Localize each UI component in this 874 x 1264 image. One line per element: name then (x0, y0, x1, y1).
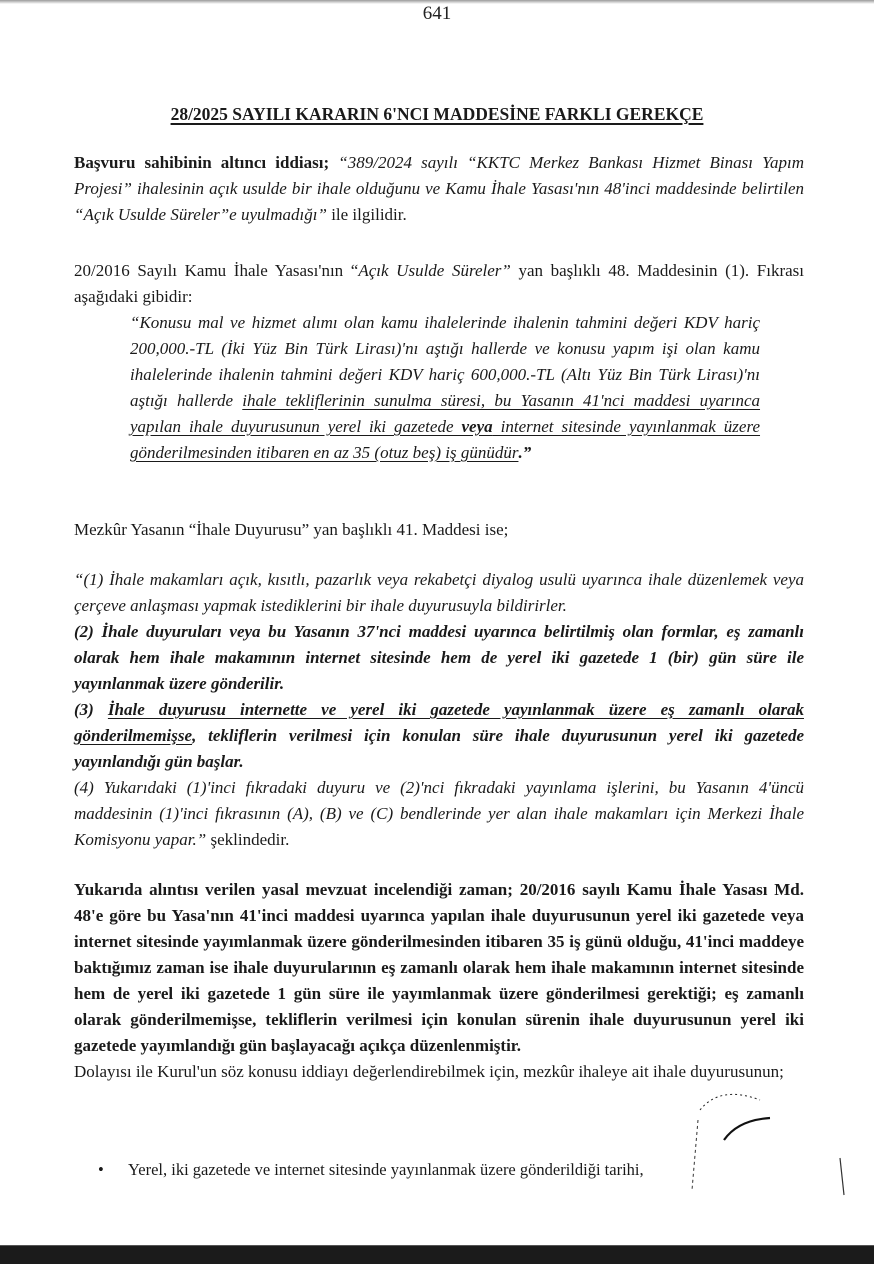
article48-quote-plain: “Konusu mal ve hizmet alımı olan kamu ihalelerinde ihalenin tahmini değeri KDV hariç 200,000.-TL (İki Yüz Bin Türk Lirası)'nı aştığı hallerde ve konusu yapım işi olan kamu ihalelerinde ihalenin tahmini değeri KDV hariç 600,000.-TL (Altı Yüz Bin Türk Lirası)'nı aştığı hallerde (130, 313, 760, 410)
article41-p4: (4) Yukarıdaki (1)'inci fıkradaki duyuru ve (2)'nci fıkradaki yayınlama işlerini, bu Yasanın 4'üncü maddesinin (1)'inci fıkrasının (A), (B) ve (C) bendlerinde yer alan ihale makamları için Merkezi İhale Komisyonu yapar.” şeklindedir. (74, 778, 804, 849)
document-title: 28/2025 SAYILI KARARIN 6'NCI MADDESİNE FARKLI GEREKÇE (170, 104, 704, 124)
article41-quote (74, 567, 804, 853)
article48-quote (130, 310, 760, 466)
article48-lead-text: 20/2016 Sayılı Kamu İhale Yasası'nın “ (74, 261, 359, 280)
intro-lead: Başvuru sahibinin altıncı iddiası; (74, 153, 339, 172)
page-number: 641 (422, 3, 452, 24)
article48-quote-bold: veya (461, 417, 493, 436)
article48-quote-underlined-2: internet sitesinde yayınlanmak üzere gönderilmesinden itibaren en az 35 (otuz beş) iş günüdür (130, 417, 761, 462)
conclusion-plain: Dolayısı ile Kurul'un söz konusu iddiayı değerlendirebilmek için, mezkûr ihaleye ait ihale duyurusunun; (74, 1062, 784, 1081)
article48-lead (74, 258, 804, 310)
article48-quote-end: .” (518, 443, 532, 462)
signature-mark-icon (690, 1080, 870, 1200)
conclusion (74, 877, 804, 1085)
intro-quote: “389/2024 sayılı “KKTC Merkez Bankası Hizmet Binası Yapım Projesi” ihalesinin açık usulde bir ihale olduğunu ve Kamu İhale Yasası'nın 48'inci maddesinde belirtilen “Açık Usulde Süreler”e uyulmadığı” (74, 153, 805, 224)
intro-paragraph (74, 150, 804, 228)
intro-tail: ile ilgilidir. (331, 205, 407, 224)
article41-p3: (3) İhale duyurusu internette ve yerel iki gazetede yayınlanmak üzere eş zamanlı olarak gönderilmemişse, tekliflerin verilmesi için konulan süre ihale duyurusunun yerel iki gazetede yayınlandığı gün başlar. (74, 700, 804, 771)
article41-p4-tail: şeklindedir. (206, 830, 290, 849)
article48-lead-tail: yan başlıklı 48. Maddesinin (1). Fıkrası aşağıdaki gibidir: (74, 261, 804, 306)
article48-quote-underlined: ihale tekliflerinin sunulma süresi, bu Yasanın 41'nci maddesi uyarınca yapılan ihale duyurusunun yerel iki gazetede (130, 391, 761, 436)
list-item-text: Yerel, iki gazetede ve internet sitesinde yayınlanmak üzere gönderildiği tarihi, (128, 1160, 644, 1179)
conclusion-bold: Yukarıda alıntısı verilen yasal mevzuat incelendiği zaman; 20/2016 sayılı Kamu İhale Yasası Md. 48'e göre bu Yasa'nın 41'inci maddesi uyarınca yapılan ihale duyurusunun yerel iki gazetede veya internet sitesinde yayımlanmak üzere gönderilmesinden itibaren 35 iş günü olduğu, 41'inci maddeye baktığımız zaman ise ihale duyurularının eş zamanlı olarak hem ihale makamının internet sitesinde hem de yerel iki gazetede 1 gün süre ile yayımlanmak üzere gönderilmesi gerektiği; eş zamanlı olarak gönderilmemişse, tekliflerin verilmesi için konulan sürenin ihale duyurusunun yerel iki gazetede yayımlandığı gün başlayacağı açıkça düzenlenmiştir. (74, 880, 804, 1055)
article41-p2: (2) İhale duyuruları veya bu Yasanın 37'nci maddesi uyarınca belirtilmiş olan formlar, eş zamanlı olarak hem ihale makamının internet sitesinde hem de yerel iki gazetede 1 (bir) gün süre ile yayınlanmak üzere gönderilir. (74, 622, 804, 693)
bullet-icon: • (98, 1160, 104, 1179)
screen-bottom-bar (0, 1245, 874, 1264)
article41-p1: “(1) İhale makamları açık, kısıtlı, pazarlık veya rekabetçi diyalog usulü uyarınca ihale düzenlemek veya çerçeve anlaşması yapmak istediklerini bir ihale duyurusuyla bildirirler. (74, 570, 804, 615)
article41-lead: Mezkûr Yasanın “İhale Duyurusu” yan başlıklı 41. Maddesi ise; (74, 520, 509, 539)
article41-p3-underlined: İhale duyurusu internette ve yerel iki gazetede yayınlanmak üzere eş zamanlı olarak gönderilmemişse (74, 700, 804, 745)
article48-lead-italic: Açık Usulde Süreler” (358, 261, 511, 280)
list-item (98, 1160, 644, 1180)
